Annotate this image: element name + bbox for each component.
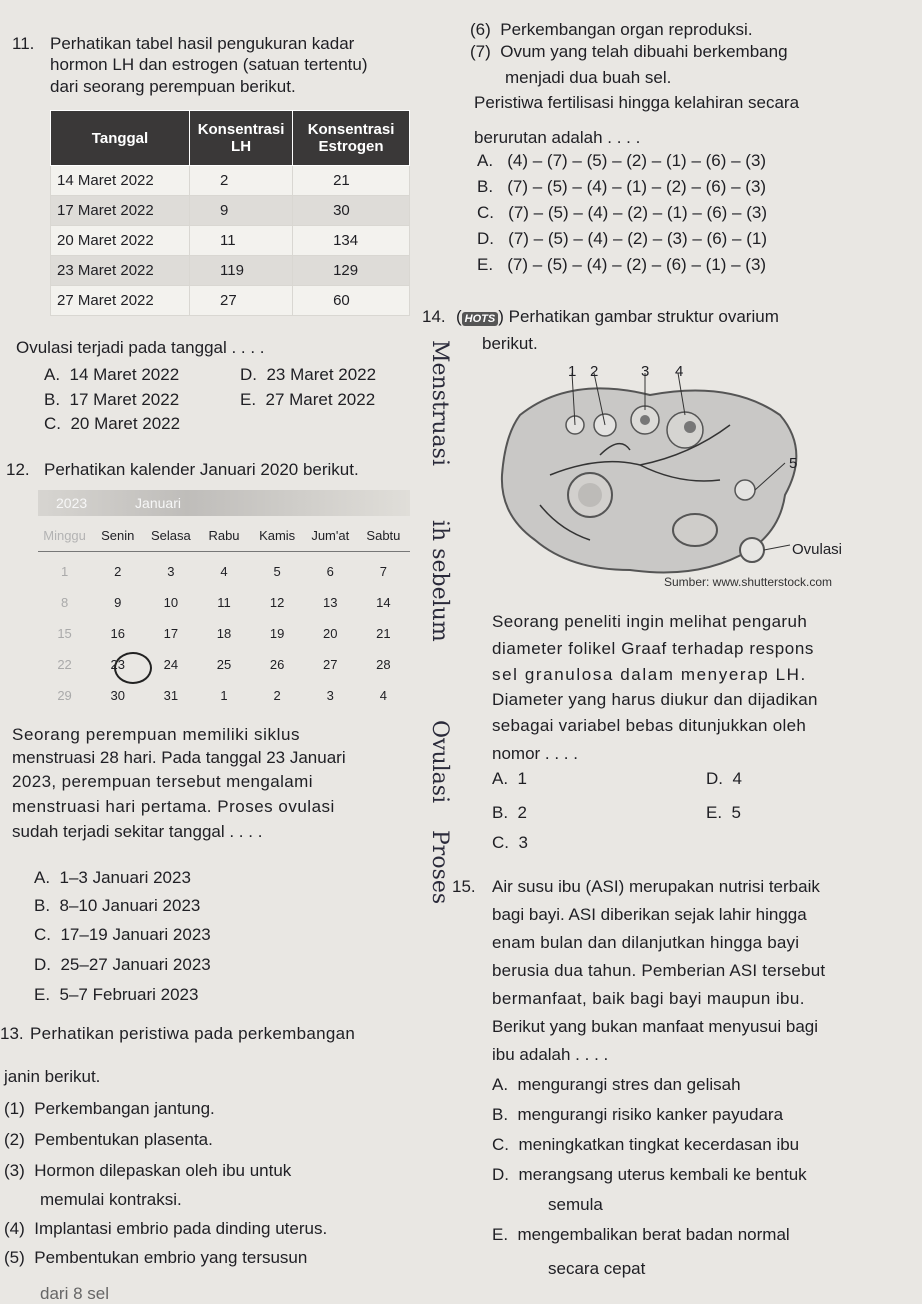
calendar-day: 13 [323,595,338,610]
margin-note-1: Menstruasi [427,340,452,466]
calendar-divider [38,551,410,552]
corpus-luteum-core [578,483,602,507]
calendar-day: 23 [110,657,125,672]
q15-body-6: Berikut yang bukan manfaat menyusui bagi [492,1017,819,1036]
table-cell: 119 [190,256,293,286]
q11-option-a[interactable]: A. 14 Maret 2022 [44,365,180,384]
calendar-day: 12 [269,595,285,610]
q11-option-c[interactable]: C. 20 Maret 2022 [44,414,181,433]
calendar-day: 2 [114,564,122,579]
table-cell: 27 [190,286,293,316]
q13-question-1: Peristiwa fertilisasi hingga kelahiran secara [474,93,800,112]
oocyte [684,421,696,433]
table-cell: 30 [293,196,410,226]
q15-body-1: Air susu ibu (ASI) merupakan nutrisi terbaik [492,877,820,896]
table-header: Konsentrasi Estrogen [293,111,410,166]
calendar-grid [38,556,410,711]
q15-number: 15. [452,877,476,896]
q14-body-3: sel granulosa dalam menyerap LH. [492,665,807,684]
table-cell: 129 [293,256,410,286]
q13-item-7: (7) Ovum yang telah dibuahi berkembang [470,42,788,61]
calendar-day: 25 [216,657,232,672]
q12-option-c[interactable]: C. 17–19 Januari 2023 [34,925,211,944]
calendar-day: 18 [216,626,232,641]
calendar-day: 16 [110,626,125,641]
q13-item-3b: memulai kontraksi. [40,1190,182,1209]
q13-option-c[interactable]: C. (7) – (5) – (4) – (2) – (1) – (6) – (3) [477,203,768,222]
calendar-day: 14 [376,595,391,610]
q15-option-e[interactable]: E. mengembalikan berat badan normal [492,1225,790,1244]
q15-body-3: enam bulan dan dilanjutkan hingga bayi [492,933,800,952]
q13-item-5b: dari 8 sel [40,1284,109,1303]
calendar-day: 15 [57,626,72,641]
q15-option-a[interactable]: A. mengurangi stres dan gelisah [492,1075,741,1094]
day-name: Senin [101,528,135,543]
q12-body-4: menstruasi hari pertama. Proses ovulasi [12,797,335,816]
calendar-day: 31 [163,688,179,703]
q13-question-2: berurutan adalah . . . . [474,128,641,147]
q14-option-d[interactable]: D. 4 [706,769,742,788]
q15-body-2: bagi bayi. ASI diberikan sejak lahir hingga [492,905,807,924]
calendar-day: 22 [57,657,72,672]
q12-option-d[interactable]: D. 25–27 Januari 2023 [34,955,211,974]
q13-stem-2: janin berikut. [4,1067,101,1086]
figure-label-4: 4 [675,363,684,380]
q12-body-5: sudah terjadi sekitar tanggal . . . . [12,822,263,841]
q14-option-e[interactable]: E. 5 [706,803,741,822]
q14-number: 14. [422,307,446,326]
calendar-day: 5 [273,564,281,579]
q15-body-7: ibu adalah . . . . [492,1045,609,1064]
day-name: Sabtu [366,528,401,543]
figure-label-1: 1 [568,363,577,380]
q14-body-5: sebagai variabel bebas ditunjukkan oleh [492,716,807,735]
calendar-day: 21 [376,626,391,641]
q15-body-4: berusia dua tahun. Pemberian ASI tersebut [492,961,826,980]
q12-option-a[interactable]: A. 1–3 Januari 2023 [34,868,191,887]
q14-option-a[interactable]: A. 1 [492,769,527,788]
table-cell: 17 Maret 2022 [51,196,190,226]
calendar-day-names [38,528,410,543]
q12-body-3: 2023, perempuan tersebut mengalami [12,772,313,791]
calendar-day: 20 [323,626,338,641]
calendar-day: 8 [60,595,69,610]
q13-option-e[interactable]: E. (7) – (5) – (4) – (2) – (6) – (1) – (3) [477,255,767,274]
calendar-day: 4 [220,564,228,579]
q12-number: 12. [6,460,30,479]
calendar-day: 4 [379,688,388,703]
table-cell: 14 Maret 2022 [51,166,190,196]
q14-option-c[interactable]: C. 3 [492,833,528,852]
calendar-day: 6 [326,564,334,579]
table-cell: 2 [190,166,293,196]
q11-stem-1: Perhatikan tabel hasil pengukuran kadar [50,34,355,53]
day-name: Rabu [208,528,240,543]
margin-note-4: Proses [427,830,452,905]
calendar-day: 29 [57,688,72,703]
ovary-figure [480,355,860,595]
q14-stem-1: ( HOTS ) Perhatikan gambar struktur ovarium [456,307,779,326]
q15-option-d-line2: semula [548,1195,603,1214]
calendar-day: 1 [220,688,228,703]
pointer-line [764,545,790,550]
calendar-day: 11 [217,595,231,610]
q13-item-7b: menjadi dua buah sel. [505,68,672,87]
q12-body-1: Seorang perempuan memiliki siklus [12,725,301,744]
day-name: Minggu [43,528,86,543]
q12-option-b[interactable]: B. 8–10 Januari 2023 [34,896,201,915]
q11-option-b[interactable]: B. 17 Maret 2022 [44,390,180,409]
q13-stem-1: Perhatikan peristiwa pada perkembangan [30,1024,356,1043]
calendar-day: 27 [323,657,338,672]
q13-number: 13. [0,1024,24,1043]
table-cell: 11 [190,226,293,256]
table-header: Tanggal [51,111,190,166]
q11-number: 11. [12,34,35,53]
calendar-day: 9 [114,595,122,610]
calendar-year: 2023 [56,495,88,511]
q13-item-2: (2) Pembentukan plasenta. [4,1130,213,1149]
q14-body-6: nomor . . . . [492,744,578,763]
q14-stem-2: berikut. [482,334,538,353]
calendar [38,490,410,711]
day-name: Jum'at [311,528,350,543]
q14-body-2: diameter folikel Graaf terhadap respons [492,639,815,658]
calendar-day: 28 [376,657,391,672]
q13-item-6: (6) Perkembangan organ reproduksi. [470,20,753,39]
calendar-day: 7 [379,564,388,579]
figure-label-2: 2 [590,363,599,380]
q13-item-3: (3) Hormon dilepaskan oleh ibu untuk [4,1161,292,1180]
q11-question: Ovulasi terjadi pada tanggal . . . . [16,338,265,357]
ovulation-site [740,538,764,562]
q14-body-1: Seorang peneliti ingin melihat pengaruh [492,612,808,631]
q11-stem-3: dari seorang perempuan berikut. [50,77,296,96]
calendar-day: 30 [110,688,125,703]
table-header: Konsentrasi LH [190,111,293,166]
table-cell: 23 Maret 2022 [51,256,190,286]
q15-option-e-line2: secara cepat [548,1259,646,1278]
hots-badge: HOTS [462,312,499,326]
q15-option-b[interactable]: B. mengurangi risiko kanker payudara [492,1105,784,1124]
table-cell: 20 Maret 2022 [51,226,190,256]
q15-option-d[interactable]: D. merangsang uterus kembali ke bentuk [492,1165,807,1184]
calendar-header [38,490,410,516]
calendar-day: 17 [163,626,179,641]
figure-label-3: 3 [641,363,650,380]
follicle-5 [735,480,755,500]
q11-option-d[interactable]: D. 23 Maret 2022 [240,365,377,384]
calendar-day: 24 [163,657,179,672]
q15-option-c[interactable]: C. meningkatkan tingkat kecerdasan ibu [492,1135,800,1154]
table-cell: 134 [293,226,410,256]
q13-option-a[interactable]: A. (4) – (7) – (5) – (2) – (1) – (6) – (3) [477,151,767,170]
q13-option-d[interactable]: D. (7) – (5) – (4) – (2) – (3) – (6) – (1) [477,229,768,248]
q11-stem-2: hormon LH dan estrogen (satuan tertentu) [50,55,368,74]
calendar-day: 19 [269,626,285,641]
calendar-day: 3 [326,688,334,703]
table-cell: 9 [190,196,293,226]
margin-note-2: ih sebelum [427,520,452,642]
calendar-day: 10 [163,595,179,610]
oocyte [640,415,650,425]
figure-label-ovulasi: Ovulasi [792,541,843,558]
figure-source: Sumber: www.shutterstock.com [664,575,833,589]
q13-item-4: (4) Implantasi embrio pada dinding uterus. [4,1219,328,1238]
q14-option-b[interactable]: B. 2 [492,803,527,822]
hormone-table [50,110,410,316]
q13-option-b[interactable]: B. (7) – (5) – (4) – (1) – (2) – (6) – (3) [477,177,767,196]
q11-option-e[interactable]: E. 27 Maret 2022 [240,390,376,409]
calendar-day: 1 [60,564,69,579]
calendar-day: 26 [269,657,285,672]
q12-body-2: menstruasi 28 hari. Pada tanggal 23 Januari [12,748,346,767]
day-name: Kamis [259,528,296,543]
table-cell: 60 [293,286,410,316]
day-name: Selasa [150,528,191,543]
q12-stem: Perhatikan kalender Januari 2020 berikut. [44,460,359,479]
figure-label-5: 5 [789,455,798,472]
calendar-month: Januari [135,495,181,511]
corpus-albicans [673,514,717,546]
margin-note-3: Ovulasi [427,720,452,804]
table-cell: 27 Maret 2022 [51,286,190,316]
table-cell: 21 [293,166,410,196]
q13-item-1: (1) Perkembangan jantung. [4,1099,215,1118]
calendar-day: 2 [273,688,281,703]
q15-body-5: bermanfaat, baik bagi bayi maupun ibu. [492,989,805,1008]
q12-option-e[interactable]: E. 5–7 Februari 2023 [34,985,199,1004]
calendar-day: 3 [167,564,175,579]
handwritten-circle [114,652,152,684]
q14-body-4: Diameter yang harus diukur dan dijadikan [492,690,818,709]
q13-item-5: (5) Pembentukan embrio yang tersusun [4,1248,308,1267]
